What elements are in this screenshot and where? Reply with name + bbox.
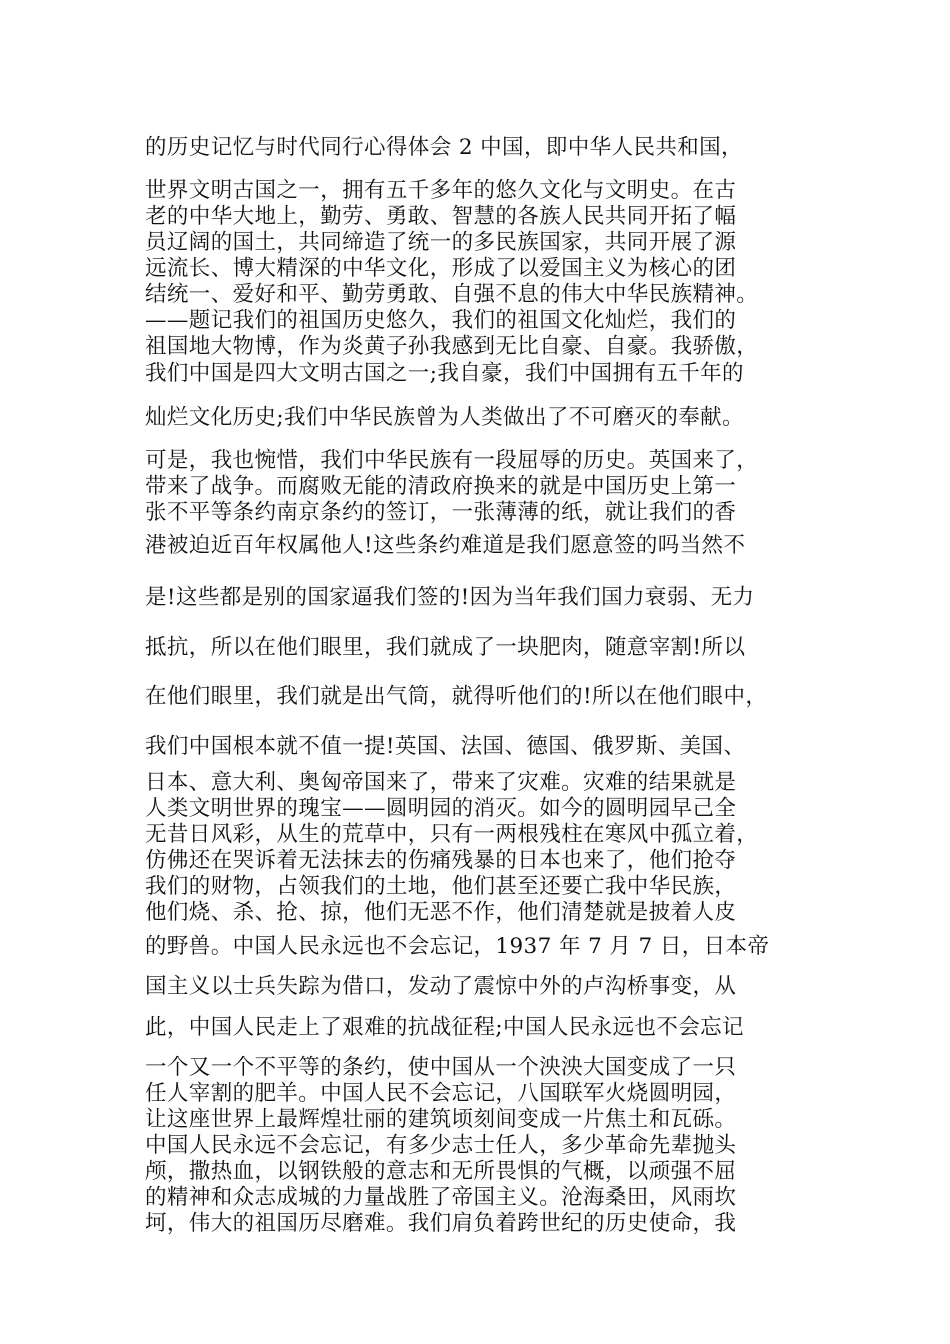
text-line: 张不平等条约南京条约的签订，一张薄薄的纸，就让我们的香	[145, 500, 737, 525]
text-line: 任人宰割的肥羊。中国人民不会忘记，八国联军火烧圆明园，	[145, 1081, 737, 1106]
text-line: 国主义以士兵失踪为借口，发动了震惊中外的卢沟桥事变，从	[145, 974, 737, 999]
text-line: 灿烂文化历史;我们中华民族曾为人类做出了不可磨灭的奉献。	[145, 405, 744, 430]
text-line: 的野兽。中国人民永远也不会忘记，1937 年 7 月 7 日，日本帝	[145, 934, 770, 959]
text-line: 老的中华大地上，勤劳、勇敢、智慧的各族人民共同开拓了幅	[145, 204, 737, 229]
text-line: 我们中国是四大文明古国之一;我自豪，我们中国拥有五千年的	[145, 361, 744, 386]
text-line: 员辽阔的国土，共同缔造了统一的多民族国家，共同开展了源	[145, 230, 737, 255]
text-line: 中国人民永远不会忘记，有多少志士任人，多少革命先辈抛头	[145, 1133, 737, 1158]
text-line: 带来了战争。而腐败无能的清政府换来的就是中国历史上第一	[145, 474, 737, 499]
text-line: 我们中国根本就不值一提!英国、法国、德国、俄罗斯、美国、	[145, 734, 746, 759]
text-line: 人类文明世界的瑰宝——圆明园的消灭。如今的圆明园早己全	[145, 796, 737, 821]
text-line: ——题记我们的祖国历史悠久，我们的祖国文化灿烂，我们的	[145, 308, 737, 333]
text-line: 他们烧、杀、抢、掠，他们无恶不作，他们清楚就是披着人皮	[145, 900, 737, 925]
text-line: 祖国地大物博，作为炎黄子孙我感到无比自豪、自豪。我骄傲，	[145, 334, 759, 359]
text-line: 仿佛还在哭诉着无法抹去的伤痛残暴的日本也来了，他们抢夺	[145, 848, 737, 873]
text-line: 坷，伟大的祖国历尽磨难。我们肩负着跨世纪的历史使命，我	[145, 1211, 737, 1236]
text-line: 让这座世界上最辉煌壮丽的建筑顷刻间变成一片焦土和瓦砾。	[145, 1107, 737, 1132]
text-line: 抵抗，所以在他们眼里，我们就成了一块肥肉，随意宰割!所以	[145, 635, 746, 660]
text-line: 无昔日风彩，从生的荒草中，只有一两根残柱在寒风中孤立着，	[145, 822, 759, 847]
text-line: 日本、意大利、奥匈帝国来了，带来了灾难。灾难的结果就是	[145, 770, 737, 795]
text-line: 我们的财物，占领我们的土地，他们甚至还要亡我中华民族，	[145, 874, 737, 899]
text-line: 在他们眼里，我们就是出气筒，就得听他们的!所以在他们眼中，	[145, 684, 768, 709]
text-line: 的精神和众志成城的力量战胜了帝国主义。沧海桑田，风雨坎	[145, 1185, 737, 1210]
text-line: 可是，我也惋惜，我们中华民族有一段屈辱的历史。英国来了，	[145, 448, 759, 473]
text-line: 的历史记忆与时代同行心得体会 2 中国，即中华人民共和国，	[145, 135, 743, 160]
text-line: 结统一、爱好和平、勤劳勇敢、自强不息的伟大中华民族精神。	[145, 282, 759, 307]
text-line: 一个又一个不平等的条约，使中国从一个泱泱大国变成了一只	[145, 1055, 737, 1080]
text-line: 港被迫近百年权属他人!这些条约难道是我们愿意签的吗当然不	[145, 533, 746, 558]
text-line: 颅，撒热血，以钢铁般的意志和无所畏惧的气概，以顽强不屈	[145, 1159, 737, 1184]
text-line: 是!这些都是别的国家逼我们签的!因为当年我们国力衰弱、无力	[145, 585, 755, 610]
text-line: 世界文明古国之一，拥有五千多年的悠久文化与文明史。在古	[145, 178, 737, 203]
text-line: 远流长、博大精深的中华文化，形成了以爱国主义为核心的团	[145, 256, 737, 281]
text-line: 此，中国人民走上了艰难的抗战征程;中国人民永远也不会忘记	[145, 1015, 744, 1040]
